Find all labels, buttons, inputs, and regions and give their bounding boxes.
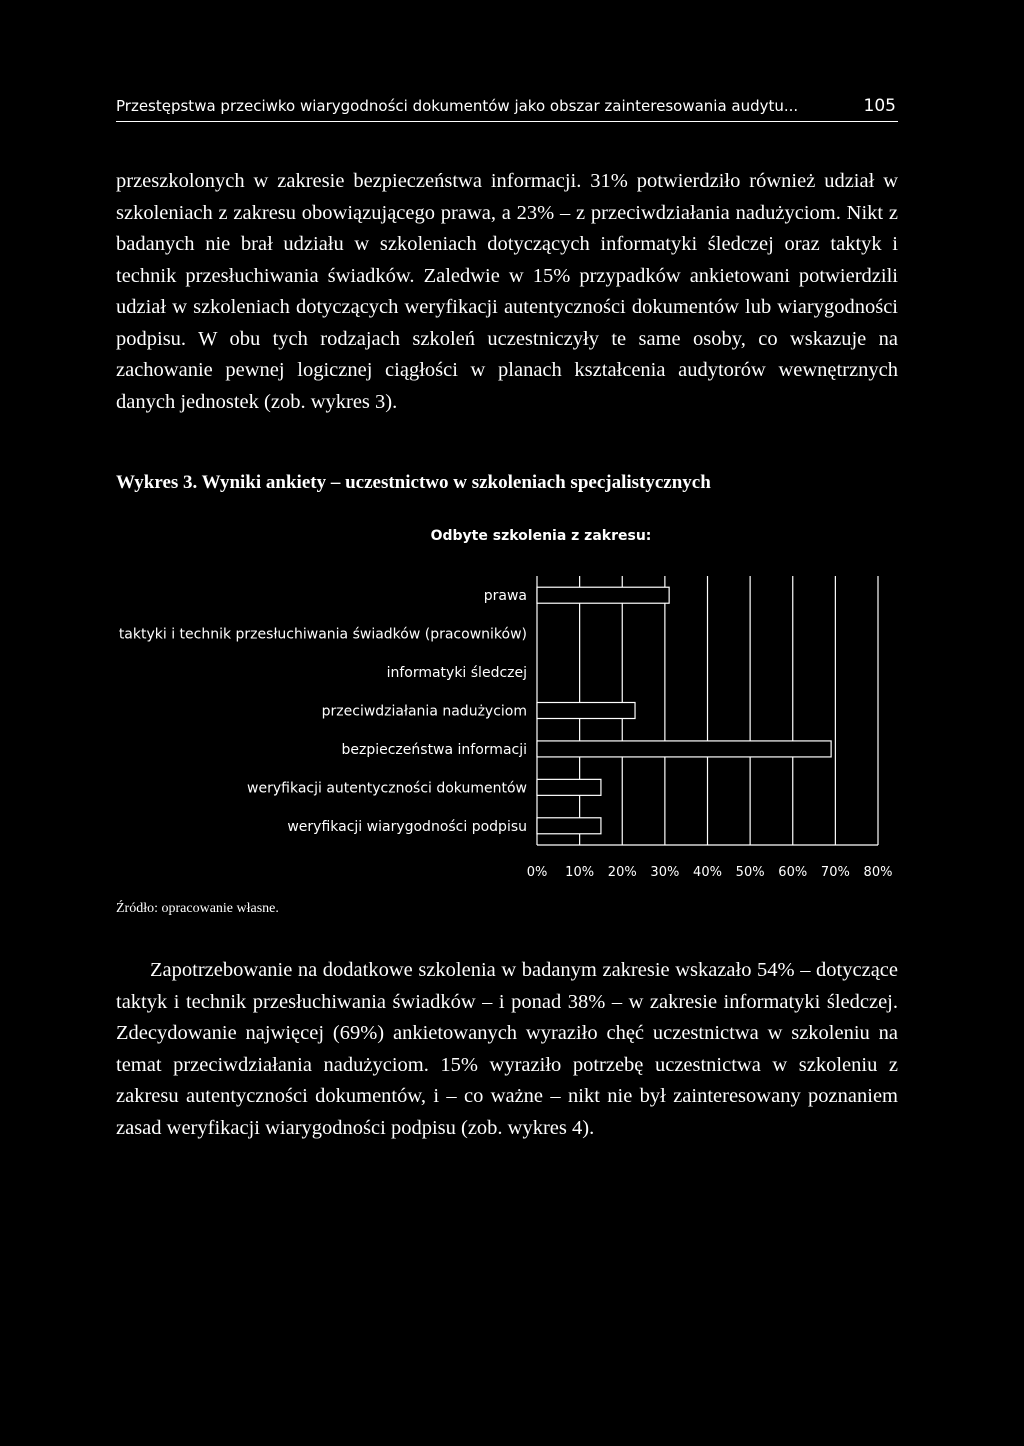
bar — [537, 741, 831, 757]
tick-label: 0% — [526, 865, 548, 880]
category-label: prawa — [483, 588, 527, 605]
bar — [537, 587, 669, 603]
bar — [537, 818, 601, 834]
category-label: taktyki i technik przesłuchiwania świadków (pracowników) — [118, 626, 527, 643]
tick-label: 70% — [820, 865, 850, 880]
category-label: przeciwdziałania nadużyciom — [321, 703, 527, 720]
tick-label: 60% — [778, 865, 808, 880]
tick-label: 10% — [565, 865, 595, 880]
category-label: informatyki śledczej — [386, 665, 527, 682]
page-number: 105 — [863, 96, 896, 116]
bar — [537, 779, 601, 795]
running-header-title: Przestępstwa przeciwko wiarygodności dokumentów jako obszar zainteresowania audytu... — [116, 97, 799, 115]
tick-label: 40% — [693, 865, 722, 880]
figure-caption: Wykres 3. Wyniki ankiety – uczestnictwo w szkoleniach specjalistycznych — [116, 472, 711, 493]
category-label: weryfikacji wiarygodności podpisu — [287, 818, 527, 835]
tick-label: 50% — [735, 865, 765, 880]
chart-category-labels — [119, 588, 527, 835]
chart-title: Odbyte szkolenia z zakresu: — [430, 528, 652, 544]
bar — [537, 703, 635, 719]
chart-tick-labels — [527, 865, 893, 880]
tick-label: 80% — [863, 865, 893, 880]
chart-bars — [537, 587, 831, 834]
tick-label: 20% — [607, 865, 637, 880]
body-paragraph-1: przeszkolonych w zakresie bezpieczeństwa informacji. 31% potwierdziło również udział w szkoleniach z zakresu obowiązującego prawa, a 23% – z przeciwdziałania nadużyciom. Nikt z badanych nie brał udziału w szkoleniach dotyczących informatyki śledczej oraz taktyk i technik przesłuchiwania świadków. Zaledwie w 15% przypadków ankietowani potwierdzili udział w szkoleniach dotyczących weryfikacji autentyczności dokumentów lub wiarygodności podpisu. W obu tych rodzajach szkoleń uczestniczyły te same osoby, co wskazuje na zachowanie pewnej logicznej ciągłości w planach kształcenia audytorów wewnętrznych danych jednostek (zob. wykres 3). — [116, 170, 898, 413]
tick-label: 30% — [650, 865, 680, 880]
category-label: bezpieczeństwa informacji — [341, 741, 527, 758]
body-paragraph-2: Zapotrzebowanie na dodatkowe szkolenia w badanym zakresie wskazało 54% – dotyczące taktyk i technik przesłuchiwania świadków – i ponad 38% – w zakresie informatyki śledczej. Zdecydowanie najwięcej (69%) ankietowanych wyraziło chęć uczestnictwa w szkoleniu na temat przeciwdziałania nadużyciom. 15% wyraziło potrzebę uczestnictwa w szkoleniu z zakresu autentyczności dokumentów, i – co ważne – nikt nie był zainteresowany poznaniem zasad weryfikacji wiarygodności podpisu (zob. wykres 4). — [116, 959, 898, 1139]
category-label: weryfikacji autentyczności dokumentów — [247, 780, 527, 797]
figure-source: Źródło: opracowanie własne. — [116, 901, 279, 916]
